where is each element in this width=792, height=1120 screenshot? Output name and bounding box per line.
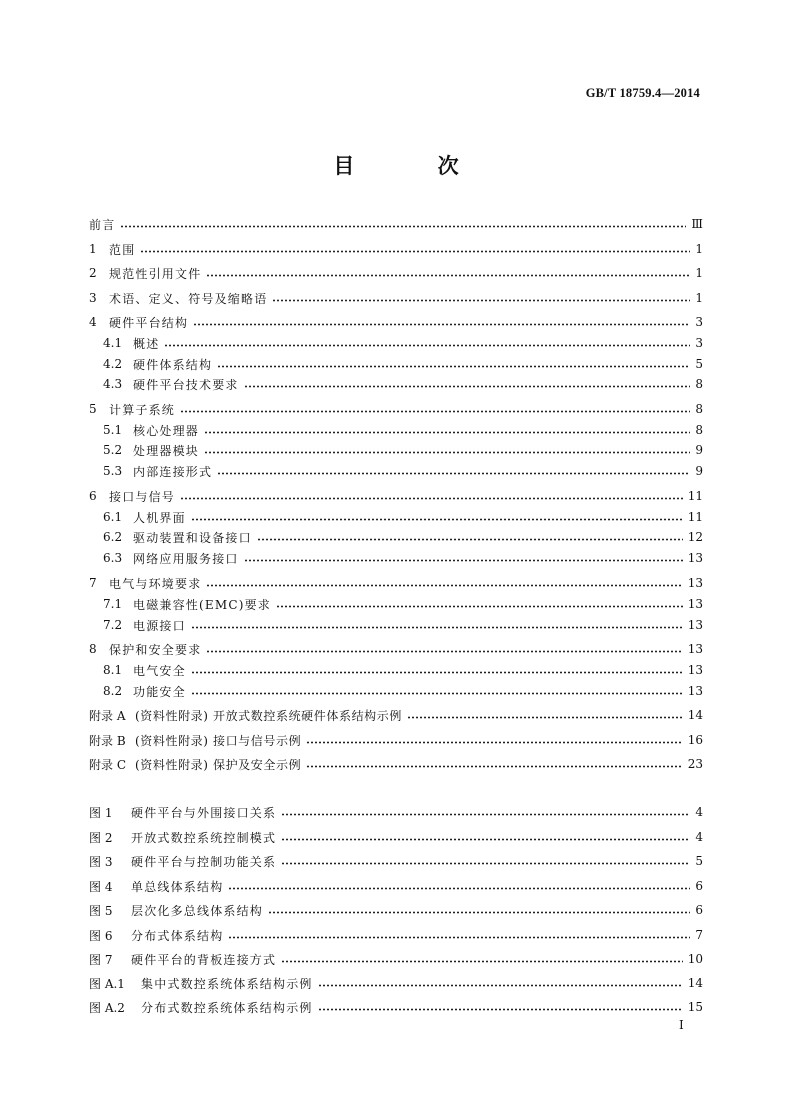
figure-entry-page: 6 [695, 879, 703, 893]
dot-leader [204, 445, 690, 455]
toc-entry-number: 5.1 [103, 423, 123, 437]
dot-leader [180, 404, 690, 414]
figure-entry-number: 图 4 [89, 879, 113, 894]
dot-leader [191, 620, 683, 630]
toc-entry-7-1[interactable] [89, 595, 703, 613]
dot-leader [281, 856, 690, 866]
toc-entry-number: 1 [89, 242, 97, 256]
toc-entry-page: 12 [687, 530, 703, 544]
toc-entry-page: 13 [687, 642, 703, 656]
dot-leader [257, 532, 683, 542]
toc-entry-number: 5.3 [103, 464, 123, 478]
figure-entry-label: 层次化多总线体系结构 [131, 903, 264, 918]
figure-entry-2[interactable] [89, 828, 703, 846]
figure-entry-4[interactable] [89, 877, 703, 895]
standard-code: GB/T 18759.4—2014 [585, 86, 700, 100]
dot-leader [204, 425, 690, 435]
dot-leader [281, 832, 690, 842]
toc-entry-page: 14 [687, 708, 703, 722]
toc-entry-label: 电磁兼容性(EMC)要求 [133, 597, 271, 612]
dot-leader [217, 359, 690, 369]
toc-entry-label: 处理器模块 [133, 443, 200, 458]
figure-entry-5[interactable] [89, 901, 703, 919]
toc-entry-label: 核心处理器 [133, 423, 200, 438]
toc-entry-number: 8 [89, 642, 97, 656]
toc-entry-number: 4.3 [103, 377, 123, 391]
toc-entry-page: Ⅲ [691, 217, 703, 231]
figure-entry-page: 15 [687, 1000, 703, 1014]
toc-entry-number: 4 [89, 315, 97, 329]
figure-entry-number: 图 3 [89, 854, 113, 869]
toc-entry-page: 13 [687, 576, 703, 590]
toc-entry-4-3[interactable] [89, 375, 703, 393]
dot-leader [206, 268, 690, 278]
dot-leader [180, 491, 683, 501]
toc-entry-number: 附录 A [89, 708, 126, 723]
dot-leader [206, 578, 682, 588]
dot-leader [164, 338, 690, 348]
figure-entry-7[interactable] [89, 950, 703, 968]
dot-leader [140, 244, 690, 254]
figure-entry-label: 硬件平台的背板连接方式 [131, 952, 277, 967]
toc-entry-label: 驱动装置和设备接口 [133, 530, 252, 545]
page-folio: Ⅰ [679, 1018, 684, 1032]
toc-entry-label: 人机界面 [133, 510, 186, 525]
toc-entry-label: 内部连接形式 [133, 464, 213, 479]
toc-entry-6-2[interactable] [89, 528, 703, 546]
figure-entry-6[interactable] [89, 926, 703, 944]
toc-entry-number: 4.2 [103, 357, 123, 371]
toc-entry-label: 硬件平台技术要求 [133, 377, 239, 392]
toc-entry-page: 13 [687, 618, 703, 632]
toc-entry-number: 8.1 [103, 663, 123, 677]
figure-entry-label: 集中式数控系统体系结构示例 [141, 976, 313, 991]
dot-leader [228, 930, 690, 940]
toc-entry-8[interactable] [89, 640, 703, 658]
dot-leader [120, 219, 686, 229]
toc-entry-label: (资料性附录) 保护及安全示例 [135, 757, 302, 772]
figure-entry-number: 图 6 [89, 928, 113, 943]
figure-entry-label: 硬件平台与外围接口关系 [131, 805, 277, 820]
toc-entry-4[interactable] [89, 313, 703, 331]
figure-entry-a1[interactable] [89, 974, 703, 992]
toc-entry-page: 5 [695, 357, 703, 371]
figure-entry-page: 4 [695, 830, 703, 844]
dot-leader [281, 807, 690, 817]
figure-entry-label: 单总线体系结构 [131, 879, 224, 894]
toc-entry-5-2[interactable] [89, 441, 703, 459]
toc-entry-number: 8.2 [103, 684, 123, 698]
dot-leader [206, 644, 682, 654]
figure-entry-page: 14 [687, 976, 703, 990]
toc-entry-label: 功能安全 [133, 684, 186, 699]
dot-leader [281, 954, 683, 964]
toc-entry-number: 6.1 [103, 510, 123, 524]
toc-entry-number: 5 [89, 402, 97, 416]
figure-entry-number: 图 2 [89, 830, 113, 845]
toc-entry-label: 接口与信号 [109, 489, 176, 504]
toc-entry-appendix-c[interactable] [89, 755, 703, 773]
dot-leader [217, 466, 690, 476]
toc-entry-label: (资料性附录) 开放式数控系统硬件体系结构示例 [135, 708, 402, 723]
toc-entry-5-3[interactable] [89, 462, 703, 480]
toc-entry-appendix-a[interactable] [89, 706, 703, 724]
toc-entry-number: 6.2 [103, 530, 123, 544]
toc-entry-number: 6 [89, 489, 97, 503]
toc-entry-1[interactable] [89, 240, 703, 258]
toc-entry-page: 11 [687, 510, 703, 524]
figure-entry-3[interactable] [89, 852, 703, 870]
toc-entry-page: 8 [695, 423, 703, 437]
toc-entry-8-2[interactable] [89, 682, 703, 700]
toc-entry-number: 4.1 [103, 336, 123, 350]
figure-entry-label: 分布式体系结构 [131, 928, 224, 943]
toc-entry-4-2[interactable] [89, 355, 703, 373]
toc-entry-label: 概述 [133, 336, 160, 351]
toc-entry-number: 附录 B [89, 733, 126, 748]
figure-entry-number: 图 A.1 [89, 976, 125, 991]
toc-entry-number: 7.2 [103, 618, 123, 632]
toc-entry-page: 9 [695, 464, 703, 478]
toc-entry-7[interactable] [89, 574, 703, 592]
page-title: 目 次 [333, 154, 497, 178]
toc-entry-number: 7.1 [103, 597, 123, 611]
toc-entry-foreword[interactable] [89, 215, 703, 233]
toc-entry-label: 范围 [109, 242, 136, 257]
figure-entry-1[interactable] [89, 803, 703, 821]
toc-entry-6-1[interactable] [89, 508, 703, 526]
dot-leader [318, 1002, 683, 1012]
toc-entry-page: 13 [687, 663, 703, 677]
toc-entry-appendix-b[interactable] [89, 731, 703, 749]
toc-entry-7-2[interactable] [89, 616, 703, 634]
dot-leader [244, 553, 683, 563]
toc-entry-page: 1 [695, 242, 703, 256]
dot-leader [191, 512, 683, 522]
toc-entry-label: 硬件平台结构 [109, 315, 189, 330]
dot-leader [244, 379, 691, 389]
toc-entry-3[interactable] [89, 289, 703, 307]
toc-entry-label: 术语、定义、符号及缩略语 [109, 291, 268, 306]
toc-entry-page: 13 [687, 597, 703, 611]
toc-entry-page: 9 [695, 443, 703, 457]
figure-entry-label: 开放式数控系统控制模式 [131, 830, 277, 845]
dot-leader [272, 293, 690, 303]
toc-entry-label: 电气与环境要求 [109, 576, 202, 591]
toc-entry-number: 5.2 [103, 443, 123, 457]
toc-entry-6[interactable] [89, 487, 703, 505]
toc-entry-page: 11 [687, 489, 703, 503]
toc-entry-label: 电气安全 [133, 663, 186, 678]
toc-entry-2[interactable] [89, 264, 703, 282]
toc-entry-label: 保护和安全要求 [109, 642, 202, 657]
toc-entry-page: 8 [695, 377, 703, 391]
figure-entry-label: 硬件平台与控制功能关系 [131, 854, 277, 869]
toc-entry-page: 8 [695, 402, 703, 416]
figure-entry-number: 图 A.2 [89, 1000, 125, 1015]
toc-entry-label: 前言 [89, 217, 116, 232]
toc-entry-page: 13 [687, 551, 703, 565]
toc-entry-label: (资料性附录) 接口与信号示例 [135, 733, 302, 748]
dot-leader [191, 665, 683, 675]
figure-entry-page: 5 [695, 854, 703, 868]
toc-entry-page: 1 [695, 291, 703, 305]
figure-entry-page: 10 [687, 952, 703, 966]
figure-entry-page: 7 [695, 928, 703, 942]
toc-entry-label: 规范性引用文件 [109, 266, 202, 281]
toc-entry-page: 16 [687, 733, 703, 747]
toc-entry-5[interactable] [89, 400, 703, 418]
figure-entry-page: 4 [695, 805, 703, 819]
dot-leader [407, 710, 683, 720]
toc-entry-number: 7 [89, 576, 97, 590]
toc-entry-page: 13 [687, 684, 703, 698]
dot-leader [318, 978, 683, 988]
toc-entry-page: 3 [695, 336, 703, 350]
dot-leader [191, 686, 683, 696]
dot-leader [193, 317, 690, 327]
toc-entry-number: 2 [89, 266, 97, 280]
figure-entry-page: 6 [695, 903, 703, 917]
toc-entry-label: 电源接口 [133, 618, 186, 633]
dot-leader [276, 599, 683, 609]
toc-entry-8-1[interactable] [89, 661, 703, 679]
toc-entry-page: 1 [695, 266, 703, 280]
dot-leader [306, 759, 683, 769]
toc-entry-page: 3 [695, 315, 703, 329]
dot-leader [268, 905, 690, 915]
toc-entry-label: 计算子系统 [109, 402, 176, 417]
toc-entry-label: 硬件体系结构 [133, 357, 213, 372]
figure-entry-number: 图 1 [89, 805, 113, 820]
figure-entry-a2[interactable] [89, 998, 703, 1016]
dot-leader [306, 735, 683, 745]
toc-entry-number: 附录 C [89, 757, 126, 772]
toc-entry-number: 3 [89, 291, 97, 305]
figure-entry-number: 图 7 [89, 952, 113, 967]
toc-entry-label: 网络应用服务接口 [133, 551, 239, 566]
figure-entry-label: 分布式数控系统体系结构示例 [141, 1000, 313, 1015]
toc-entry-page: 23 [687, 757, 703, 771]
toc-entry-4-1[interactable] [89, 334, 703, 352]
toc-entry-5-1[interactable] [89, 421, 703, 439]
dot-leader [228, 881, 690, 891]
toc-entry-number: 6.3 [103, 551, 123, 565]
figure-entry-number: 图 5 [89, 903, 113, 918]
toc-entry-6-3[interactable] [89, 549, 703, 567]
